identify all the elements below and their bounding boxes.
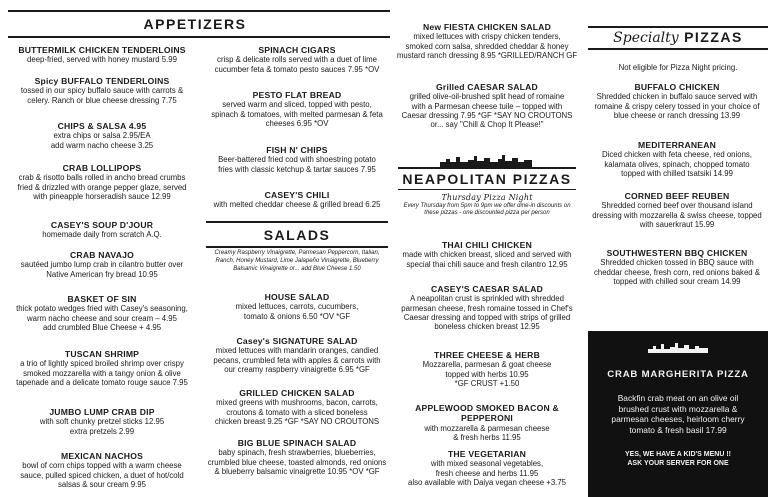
menu-item-line: with soft chunky pretzel sticks 12.95 — [39, 417, 165, 427]
menu-item-title: CHIPS & SALSA 4.95 — [57, 121, 147, 131]
menu-item-line: spinach & tomatoes, with melted parmesan & feta — [211, 109, 383, 119]
menu-item-line: fresh cheese and herbs 11.95 — [435, 468, 539, 478]
menu-item — [4, 163, 200, 201]
appetizers-top-rule — [8, 10, 390, 12]
menu-item — [204, 336, 390, 374]
menu-item-title: CASEY'S CAESAR SALAD — [430, 284, 544, 294]
specialty-note-text: Not eligible for Pizza Night pricing. — [618, 63, 738, 72]
promo-line: these pizzas - one discounted pizza per person — [424, 210, 550, 217]
menu-item — [4, 349, 200, 387]
menu-item-line: topped with herbs 10.95 — [445, 369, 529, 379]
menu-item-line: extra pretzels 2.99 — [69, 426, 135, 436]
menu-item-line: tomato & onions 6.50 *OV *GF — [243, 311, 351, 321]
menu-item-line: add warm nacho cheese 3.25 — [50, 140, 154, 150]
menu-item-line: also available with Daiya vegan cheese +3.75 — [408, 478, 566, 487]
city-skyline-icon — [648, 343, 708, 353]
menu-item — [396, 284, 578, 332]
kids-line: ASK YOUR SERVER FOR ONE — [627, 460, 729, 468]
menu-item-line: *GF CRUST +1.50 — [454, 379, 520, 388]
menu-item-line: Shredded chicken tossed in BBQ sauce with — [600, 258, 754, 268]
menu-item-line: with melted cheddar cheese & grilled bread 6.25 — [213, 200, 381, 210]
menu-item-line: grilled olive-oil-brushed split head of romaine — [409, 92, 565, 102]
menu-item-line: sautéed jumbo lump crab in cilantro butter over — [20, 260, 184, 270]
menu-item — [4, 45, 200, 65]
menu-item-line: Caesar dressing and topped with strips of grilled — [403, 313, 571, 322]
menu-item-line: mustard ranch dressing 8.95 *GRILLED/RANCH GF — [396, 51, 578, 60]
menu-item — [4, 451, 200, 489]
menu-item — [204, 45, 390, 74]
menu-item-line: warm nacho cheese and sour cream – 4.95 — [27, 313, 177, 323]
salads-bottom-rule — [206, 246, 388, 248]
menu-item — [4, 250, 200, 279]
kids-menu-note — [588, 450, 768, 469]
menu-item-title: BUTTERMILK CHICKEN TENDERLOINS — [18, 45, 186, 55]
menu-item-line: with a Parmesan cheese tuile – topped with — [411, 101, 563, 111]
salads-heading: SALADS — [263, 227, 331, 243]
menu-item — [204, 190, 390, 210]
specialty-note — [588, 63, 768, 72]
menu-item-line: add crumbled Blue Cheese + 4.95 — [42, 323, 162, 332]
menu-item-line: with mozzarella & parmesan cheese — [424, 423, 550, 433]
feature-line: parmesan cheeses, heirloom cherry — [611, 414, 745, 424]
menu-item-line: Shredded chicken in buffalo sauce served with — [596, 92, 758, 102]
menu-item-line: A neapolitan crust is sprinkled with shredded — [410, 294, 564, 304]
pizza-night-promo — [398, 193, 576, 218]
menu-item-line: smoked mozzarella with a tangy onion & olive — [23, 368, 181, 378]
menu-item-line: mixed lettuces, carrots, cucumbers, — [235, 302, 359, 312]
menu-item-line: crumbled blue cheese, toasted almonds, red onions — [207, 457, 387, 467]
menu-item-title: SOUTHWESTERN BBQ CHICKEN — [606, 248, 748, 258]
menu-item-line: chicken breast 9.25 *GF *SAY NO CROUTONS — [214, 417, 380, 426]
menu-item-title: CRAB NAVAJO — [70, 250, 134, 260]
menu-item-line: homemade daily from scratch A.Q. — [42, 230, 162, 240]
feature-line: brushed crust with mozzarella & — [618, 403, 738, 414]
promo-line: Every Thursday from 5pm to 9pm we offer dine-in discounts on — [403, 202, 571, 209]
specialty-bottom-rule — [588, 48, 768, 50]
menu-item-line: our creamy raspberry vinaigrette 6.95 *GF — [224, 365, 370, 374]
menu-item-line: deep-fried, served with honey mustard 5.99 — [27, 55, 177, 65]
menu-item-line: or... say "Chill & Chop It Please!" — [430, 120, 544, 130]
menu-item-title: PESTO FLAT BREAD — [252, 90, 342, 100]
menu-item — [586, 248, 768, 286]
neapolitan-top-rule — [398, 167, 576, 169]
menu-item-title: CASEY'S CHILI — [264, 190, 330, 200]
menu-item-title: SPINACH CIGARS — [258, 45, 336, 55]
menu-item-title: JUMBO LUMP CRAB DIP — [49, 407, 155, 417]
menu-item-line: with sauerkraut 15.99 — [639, 220, 715, 229]
menu-item-line: with pineapple horseradish sauce 12.99 — [33, 192, 171, 201]
city-skyline-icon — [440, 155, 532, 167]
menu-item-line: mixed greens with mushrooms, bacon, carrots, — [216, 398, 378, 408]
neapolitan-bottom-rule — [398, 189, 576, 190]
specialty-heading — [588, 29, 768, 46]
menu-item — [204, 292, 390, 321]
menu-item-line: Diced chicken with feta cheese, red onions, — [602, 150, 752, 160]
menu-item-line: salsas & sour cream 9.95 — [58, 480, 146, 489]
menu-item-line: bowl of corn chips topped with a warm cheese — [22, 461, 182, 471]
menu-item — [204, 90, 390, 128]
feature-description — [594, 393, 762, 435]
feature-line: tomato & fresh basil 17.99 — [629, 424, 727, 435]
feature-line: Backfin crab meat on an olive oil — [617, 393, 739, 403]
menu-item-line: kalamata olives, spinach, chopped tomato — [604, 159, 750, 169]
menu-item-title: FISH N' CHIPS — [266, 145, 328, 155]
menu-item-line: tapenade and a delicate tomato rouge sauce 7.95 — [16, 378, 188, 387]
menu-item-line: a trio of lightly spiced broiled shrimp over crispy — [20, 359, 184, 369]
menu-item-line: thick potato wedges fried with Casey's seasoning, — [16, 304, 188, 314]
kids-line: YES, WE HAVE A KID'S MENU !! — [624, 451, 732, 458]
menu-item — [4, 121, 200, 150]
menu-item-title: Spicy BUFFALO TENDERLOINS — [34, 76, 170, 86]
menu-item-line: Mozzarella, parmesan & goat cheese — [422, 360, 552, 370]
promo-title: Thursday Pizza Night — [441, 193, 533, 202]
appetizers-bottom-rule — [8, 36, 390, 38]
menu-item — [586, 140, 768, 178]
feature-panel — [588, 331, 768, 497]
menu-item-line: boneless chicken breast 12.95 — [434, 322, 540, 332]
menu-item-title: THREE CHEESE & HERB — [434, 350, 540, 360]
menu-item — [4, 294, 200, 332]
menu-item — [204, 145, 390, 174]
menu-item-line: & blueberry balsamic vinaigrette 10.95 *OV *GF — [214, 467, 380, 476]
menu-item-line: fried & drizzled with orange pepper glaze, served — [17, 182, 187, 192]
menu-item-line: Shredded corned beef over thousand island — [601, 201, 753, 211]
menu-item-line: served warm and sliced, topped with pesto, — [222, 100, 372, 110]
menu-item-title: THE VEGETARIAN — [447, 449, 527, 459]
dressings-line: Creamy Raspberry Vinaigrette, Parmesan Peppercorn, Italian, — [214, 250, 380, 256]
menu-item — [586, 82, 768, 120]
menu-item — [396, 449, 578, 487]
menu-item — [204, 388, 390, 426]
menu-item — [396, 22, 578, 60]
menu-item — [396, 350, 578, 388]
menu-item-line: fries with classic ketchup & tartar sauces 7.95 — [218, 164, 376, 174]
menu-item — [4, 76, 200, 105]
feature-title: CRAB MARGHERITA PIZZA — [607, 369, 749, 380]
menu-item-line: extra chips or salsa 2.95/EA — [53, 131, 151, 141]
menu-item-title: CASEY'S SOUP D'JOUR — [50, 220, 154, 230]
menu-item-line: crab & risotto balls rolled in ancho bread crumbs — [18, 173, 186, 183]
menu-item — [396, 82, 578, 130]
salads-top-rule — [206, 221, 388, 223]
menu-item-line: cucumber feta & tomato pesto sauces 7.95 *OV — [214, 64, 380, 74]
menu-item-line: celery. Ranch or blue cheese dressing 7.75 — [27, 95, 177, 105]
salad-dressings-note — [206, 250, 388, 273]
menu-item-title: BUFFALO CHICKEN — [634, 82, 720, 92]
menu-item — [396, 240, 578, 269]
menu-item-line: mixed lettuces with crispy chicken tenders, — [413, 32, 561, 42]
menu-item-line: mixed lettuces with mandarin oranges, candied — [215, 346, 379, 356]
menu-item — [586, 191, 768, 229]
menu-item-title: APPLEWOOD SMOKED BACON & PEPPERONI — [415, 403, 559, 424]
menu-item-line: & fresh herbs 11.95 — [453, 432, 521, 442]
menu-item-title: TUSCAN SHRIMP — [64, 349, 140, 359]
menu-item-line: sauce, pulled spiced chicken, a duet of hot/cold — [20, 470, 184, 480]
menu-item-line: parmesan cheese, fresh romaine tossed in Chef's — [401, 303, 573, 313]
menu-item — [4, 407, 200, 436]
menu-item-line: dressing with mozzarella & swiss cheese, topped — [592, 210, 762, 220]
menu-item-title: BIG BLUE SPINACH SALAD — [237, 438, 357, 448]
menu-item-title: New FIESTA CHICKEN SALAD — [423, 22, 551, 32]
menu-item-line: Native American fry bread 10.95 — [46, 269, 158, 279]
menu-item-line: with mixed seasonal vegetables, — [430, 459, 544, 469]
specialty-top-rule — [588, 26, 768, 28]
menu-item-title: Grilled CAESAR SALAD — [436, 82, 538, 92]
menu-item — [204, 438, 390, 476]
menu-item-title: MEDITERRANEAN — [637, 140, 717, 150]
menu-item-title: HOUSE SALAD — [264, 292, 330, 302]
menu-item-line: topped with chilled tsatsiki 14.99 — [621, 169, 733, 178]
menu-item-line: Caesar dressing 7.95 *GF *SAY NO CROUTONS — [401, 111, 573, 120]
menu-item-title: THAI CHILI CHICKEN — [441, 240, 532, 250]
menu-item-line: made with chicken breast, sliced and served with — [402, 250, 572, 260]
menu-item-line: smoked corn salsa, shredded cheddar & honey — [405, 41, 569, 51]
menu-item-title: GRILLED CHICKEN SALAD — [239, 388, 355, 398]
menu-item-line: cheeses 6.95 *OV — [265, 119, 329, 128]
appetizers-heading: APPETIZERS — [143, 16, 247, 32]
menu-item-line: topped with chilled sour cream 14.99 — [613, 277, 741, 286]
menu-item-line: croutons & tomato with a sliced boneless — [226, 407, 368, 417]
menu-item — [396, 403, 578, 442]
menu-item-title: BASKET OF SIN — [67, 294, 137, 304]
menu-item-line: crisp & delicate rolls served with a duet of lime — [217, 55, 377, 65]
menu-item-title: MEXICAN NACHOS — [60, 451, 144, 461]
menu-item-line: blue cheese or ranch dressing 13.99 — [613, 111, 741, 120]
menu-item-line: Beer-battered fried cod with shoestring potato — [218, 155, 376, 165]
specialty-script: Specialty — [613, 30, 679, 46]
neapolitan-heading: NEAPOLITAN PIZZAS — [402, 171, 572, 187]
menu-item-line: baby spinach, fresh strawberries, blueberries, — [218, 448, 376, 458]
menu-item-line: special thai chili sauce and fresh cilantro 12.95 — [406, 259, 568, 269]
specialty-caps: PIZZAS — [684, 29, 743, 45]
menu-item-line: romaine & crispy celery tossed in your choice of — [594, 101, 760, 111]
menu-item-title: CRAB LOLLIPOPS — [62, 163, 142, 173]
dressings-line: Ranch, Honey Mustard, Lime Jalapeño Vinaigrette, Blueberry — [215, 257, 379, 264]
menu-item-line: pecans, crumbled feta with apples & carrots with — [213, 355, 381, 365]
menu-item — [4, 220, 200, 240]
menu-item-title: Casey's SIGNATURE SALAD — [236, 336, 358, 346]
menu-item-title: CORNED BEEF REUBEN — [624, 191, 730, 201]
menu-item-line: tossed in our spicy buffalo sauce with carrots & — [20, 86, 184, 96]
dressings-line: Balsamic Vinaigrette or... add Blue Cheese 1.50 — [233, 265, 361, 272]
menu-item-line: cheddar cheese, fresh corn, red onions baked & — [593, 267, 760, 277]
